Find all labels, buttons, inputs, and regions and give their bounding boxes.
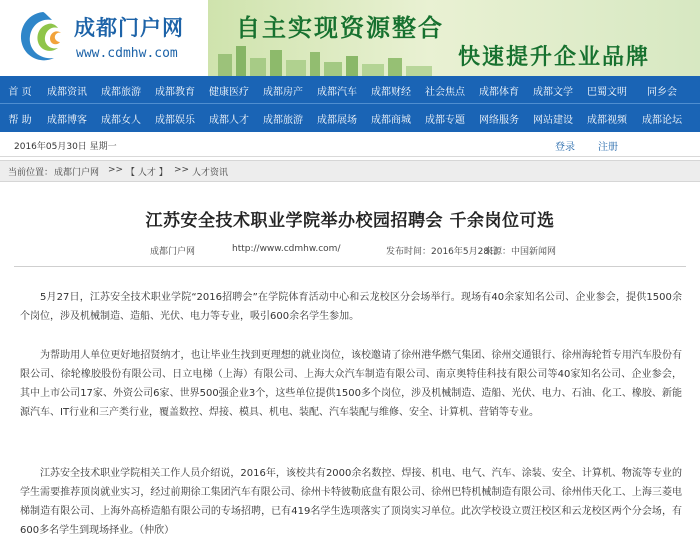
nav-item[interactable]: 网站建设 (533, 114, 573, 126)
nav-item[interactable]: 帮 助 (8, 114, 32, 126)
nav-item[interactable]: 成都资讯 (47, 86, 87, 98)
nav-item[interactable]: 成都博客 (47, 114, 87, 126)
article-paragraph: 为帮助用人单位更好地招贤纳才，也让毕业生找到更理想的就业岗位，该校邀请了徐州港华燃气集团、徐州交通银行、徐州海轮哲专用汽车股份有限公司、徐轮橡胶股份有限公司、日立电梯（上海）有限公司、上海大众汽车制造有限公司、南京奥特佳科技有限公司等40家知名公司、企业参会，其中上市公司17家、外资公司6家、世界500强企业3个，这些单位提供1500多个岗位，涉及机械制造、造船、光伏、电力、石油、化工、橡胶、新能源汽车、IT行业和三产类行业，覆盖数控、焊接、模具、机电、装配、汽车装配与维修、安全、计算机、营销等专业。 (20, 350, 682, 418)
nav-item[interactable]: 成都汽车 (317, 86, 357, 98)
breadcrumb-section[interactable]: 【 人才 】 (126, 168, 168, 178)
nav-item[interactable]: 成都财经 (371, 86, 411, 98)
site-header (0, 0, 700, 76)
nav-item[interactable]: 社会焦点 (425, 86, 465, 98)
nav-item[interactable]: 成都体育 (479, 86, 519, 98)
nav-item[interactable]: 成都论坛 (642, 114, 682, 126)
divider (14, 266, 686, 267)
nav-item[interactable]: 成都视频 (587, 114, 627, 126)
logo-url: www.cdmhw.com (76, 46, 178, 61)
nav-item[interactable]: 巴蜀文明 (587, 86, 627, 98)
nav-item[interactable]: 成都商城 (371, 114, 411, 126)
nav-item[interactable]: 首 页 (8, 86, 32, 98)
nav-row-primary (0, 76, 700, 104)
article-source-site: 成都门户网 (150, 247, 196, 257)
banner-slogan-2: 快速提升企业品牌 (458, 45, 651, 70)
nav-row-secondary (0, 104, 700, 132)
nav-item[interactable]: 成都旅游 (101, 86, 141, 98)
logo-title: 成都门户网 (74, 16, 184, 40)
breadcrumb-separator: >> (174, 165, 190, 175)
nav-item[interactable]: 同乡会 (647, 86, 677, 98)
login-link[interactable]: 登录 (555, 142, 575, 153)
nav-item[interactable]: 成都房产 (263, 86, 303, 98)
site-logo[interactable] (14, 6, 204, 70)
nav-item[interactable]: 成都娱乐 (155, 114, 195, 126)
ad-banner[interactable] (208, 0, 700, 76)
current-date: 2016年05月30日 星期一 (14, 142, 117, 152)
nav-item[interactable]: 成都文学 (533, 86, 573, 98)
article (0, 182, 700, 553)
swirl-logo-icon (14, 8, 72, 66)
nav-item[interactable]: 成都旅游 (263, 114, 303, 126)
breadcrumb-label: 当前位置： (8, 168, 54, 178)
main-nav (0, 76, 700, 132)
nav-item[interactable]: 健康医疗 (209, 86, 249, 98)
article-paragraph: 5月27日，江苏安全技术职业学院“2016招聘会”在学院体育活动中心和云龙校区分会场举行。现场有40余家知名公司、企业参会，提供1500余个岗位，涉及机械制造、造船、光伏、电力等专业，吸引600余名学生参加。 (20, 292, 682, 322)
nav-item[interactable]: 成都教育 (155, 86, 195, 98)
article-source-url[interactable]: http://www.cdmhw.com/ (232, 244, 341, 254)
article-origin: 来源：中国新闻网 (484, 247, 557, 257)
breadcrumb-subsection[interactable]: 人才资讯 (192, 168, 229, 178)
nav-item[interactable]: 成都专题 (425, 114, 465, 126)
article-publish-time: 发布时间：2016年5月28日 (386, 247, 499, 257)
skyline-decoration-icon (208, 40, 448, 76)
article-paragraph: 江苏安全技术职业学院相关工作人员介绍说，2016年，该校共有2000余名数控、焊接、机电、电气、汽车、涂装、安全、计算机、物流等专业的学生需要推荐顶岗就业实习，经过前期徐工集团汽车有限公司、徐州卡特彼勒底盘有限公司、徐州巴特机械制造有限公司、徐州伟天化工、上海三菱电梯制造有限公司、上海外高桥造船有限公司的专场招聘，已有419名学生选项落实了顶岗实习单位。此次学校设立贾汪校区和云龙校区两个分会场，有600多名学生到现场择业。（仲欣） (20, 468, 682, 536)
banner-slogan-1: 自主实现资源整合 (236, 14, 444, 42)
nav-item[interactable]: 网络服务 (479, 114, 519, 126)
nav-item[interactable]: 成都女人 (101, 114, 141, 126)
breadcrumb-separator: >> (108, 165, 124, 175)
nav-item[interactable]: 成都展场 (317, 114, 357, 126)
nav-item[interactable]: 成都人才 (209, 114, 249, 126)
article-title: 江苏安全技术职业学院举办校园招聘会 千余岗位可选 (145, 211, 555, 231)
breadcrumb (0, 160, 700, 182)
date-bar (0, 132, 700, 157)
breadcrumb-home[interactable]: 成都门户网 (54, 168, 100, 178)
register-link[interactable]: 注册 (598, 142, 618, 153)
